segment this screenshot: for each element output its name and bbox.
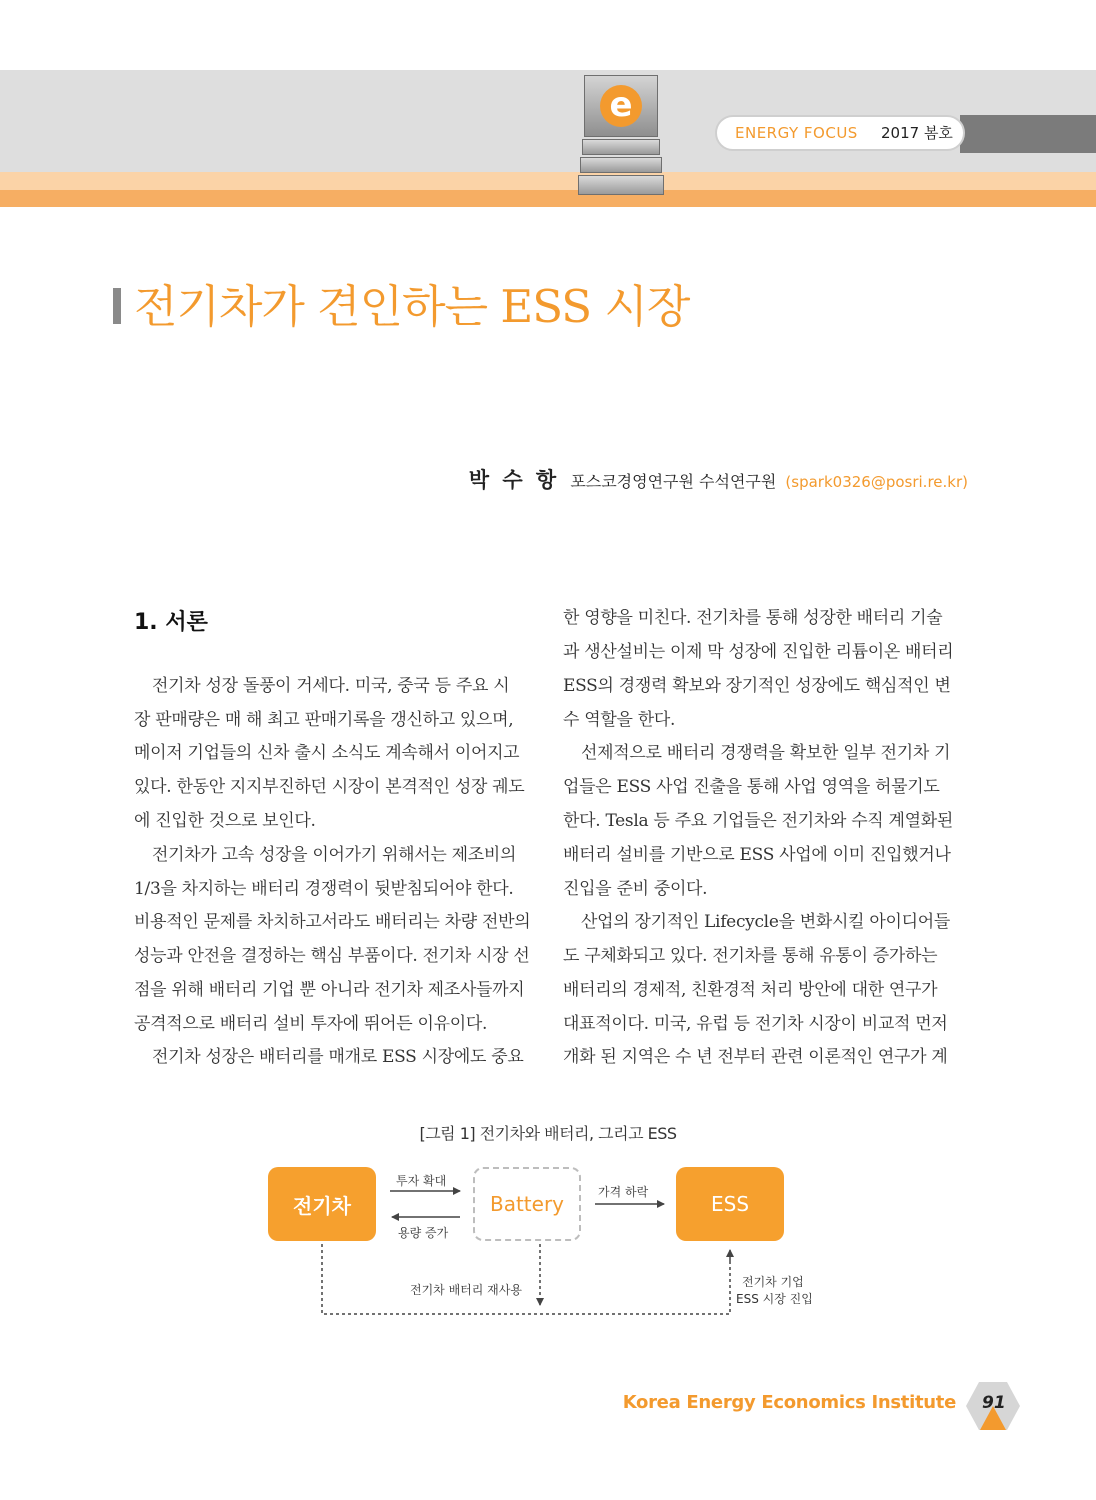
paragraph-line: 진입을 준비 중이다. xyxy=(563,879,708,899)
paragraph-line: 수 역할을 한다. xyxy=(563,710,676,730)
dashed-loop xyxy=(322,1244,730,1314)
paragraph-line: 도 구체화되고 있다. 전기차를 통해 유통이 증가하는 xyxy=(563,946,938,966)
paragraph-line: 에 진입한 것으로 보인다. xyxy=(134,811,316,831)
paragraph-line: 전기차 성장은 배터리를 매개로 ESS 시장에도 중요 xyxy=(152,1047,524,1067)
paragraph-line: 메이저 기업들의 신차 출시 소식도 계속해서 이어지고 xyxy=(134,743,520,763)
paragraph-line: 개화 된 지역은 수 년 전부터 관련 이론적인 연구가 계 xyxy=(563,1047,948,1067)
paragraph-line: 비용적인 문제를 차치하고서라도 배터리는 차량 전반의 xyxy=(134,912,531,932)
node-battery: Battery xyxy=(473,1167,581,1241)
author-affiliation: 포스코경영연구원 수석연구원 xyxy=(570,472,777,491)
author-name: 박 수 항 xyxy=(468,468,560,492)
author-email: (spark0326@posri.re.kr) xyxy=(785,473,968,491)
figure-caption: [그림 1] 전기차와 배터리, 그리고 ESS xyxy=(419,1124,677,1143)
paragraph-line: 성능과 안전을 결정하는 핵심 부품이다. 전기차 시장 선 xyxy=(134,946,530,966)
paragraph-line: 한다. Tesla 등 주요 기업들은 전기차와 수직 계열화된 xyxy=(563,811,954,831)
footer-institute: Korea Energy Economics Institute xyxy=(622,1392,956,1413)
label-capacity: 용량 증가 xyxy=(398,1226,449,1240)
paragraph-line: 배터리 설비를 기반으로 ESS 사업에 이미 진입했거나 xyxy=(563,845,951,865)
paragraph-line: 전기차 성장 돌풍이 거세다. 미국, 중국 등 주요 시 xyxy=(152,676,510,696)
paragraph-line: 전기차가 고속 성장을 이어가기 위해서는 제조비의 xyxy=(152,845,517,865)
e-letter-stack-icon: e xyxy=(578,75,664,200)
journal-issue: 2017 봄호 xyxy=(881,124,953,142)
journal-name: ENERGY FOCUS xyxy=(735,124,858,142)
label-price-drop: 가격 하락 xyxy=(598,1185,649,1199)
paragraph-line: 산업의 장기적인 Lifecycle을 변화시킬 아이디어들 xyxy=(581,912,951,932)
paragraph-line: 대표적이다. 미국, 유럽 등 전기차 시장이 비교적 먼저 xyxy=(563,1014,948,1034)
paragraph-line: 한 영향을 미친다. 전기차를 통해 성장한 배터리 기술 xyxy=(563,608,943,628)
paragraph-line: 공격적으로 배터리 설비 투자에 뛰어든 이유이다. xyxy=(134,1014,488,1034)
paragraph-line: 장 판매량은 매 해 최고 판매기록을 갱신하고 있으며, xyxy=(134,710,514,730)
node-ev: 전기차 xyxy=(268,1167,376,1241)
paragraph-line: ESS의 경쟁력 확보와 장기적인 성장에도 핵심적인 변 xyxy=(563,676,951,696)
section-heading: 1. 서론 xyxy=(134,610,208,635)
paragraph-line: 있다. 한동안 지지부진하던 시장이 본격적인 성장 궤도 xyxy=(134,777,525,797)
paragraph-line: 업들은 ESS 사업 진출을 통해 사업 영역을 허물기도 xyxy=(563,777,940,797)
paragraph-line: 점을 위해 배터리 기업 뿐 아니라 전기차 제조사들까지 xyxy=(134,980,525,1000)
label-investment: 투자 확대 xyxy=(396,1174,447,1188)
paragraph-line: 1/3을 차지하는 배터리 경쟁력이 뒷받침되어야 한다. xyxy=(134,879,514,899)
page-number: 91 xyxy=(982,1393,1006,1413)
node-ess: ESS xyxy=(676,1167,784,1241)
article-title: 전기차가 견인하는 ESS 시장 xyxy=(134,280,690,333)
paragraph-line: 배터리의 경제적, 친환경적 처리 방안에 대한 연구가 xyxy=(563,980,938,1000)
label-reuse: 전기차 배터리 재사용 xyxy=(410,1283,522,1297)
label-entry-line1: 전기차 기업 xyxy=(742,1275,804,1289)
paragraph-line: 과 생산설비는 이제 막 성장에 진입한 리튬이온 배터리 xyxy=(563,642,954,662)
label-entry-line2: ESS 시장 진입 xyxy=(736,1292,813,1306)
paragraph-line: 선제적으로 배터리 경쟁력을 확보한 일부 전기차 기 xyxy=(581,743,951,763)
